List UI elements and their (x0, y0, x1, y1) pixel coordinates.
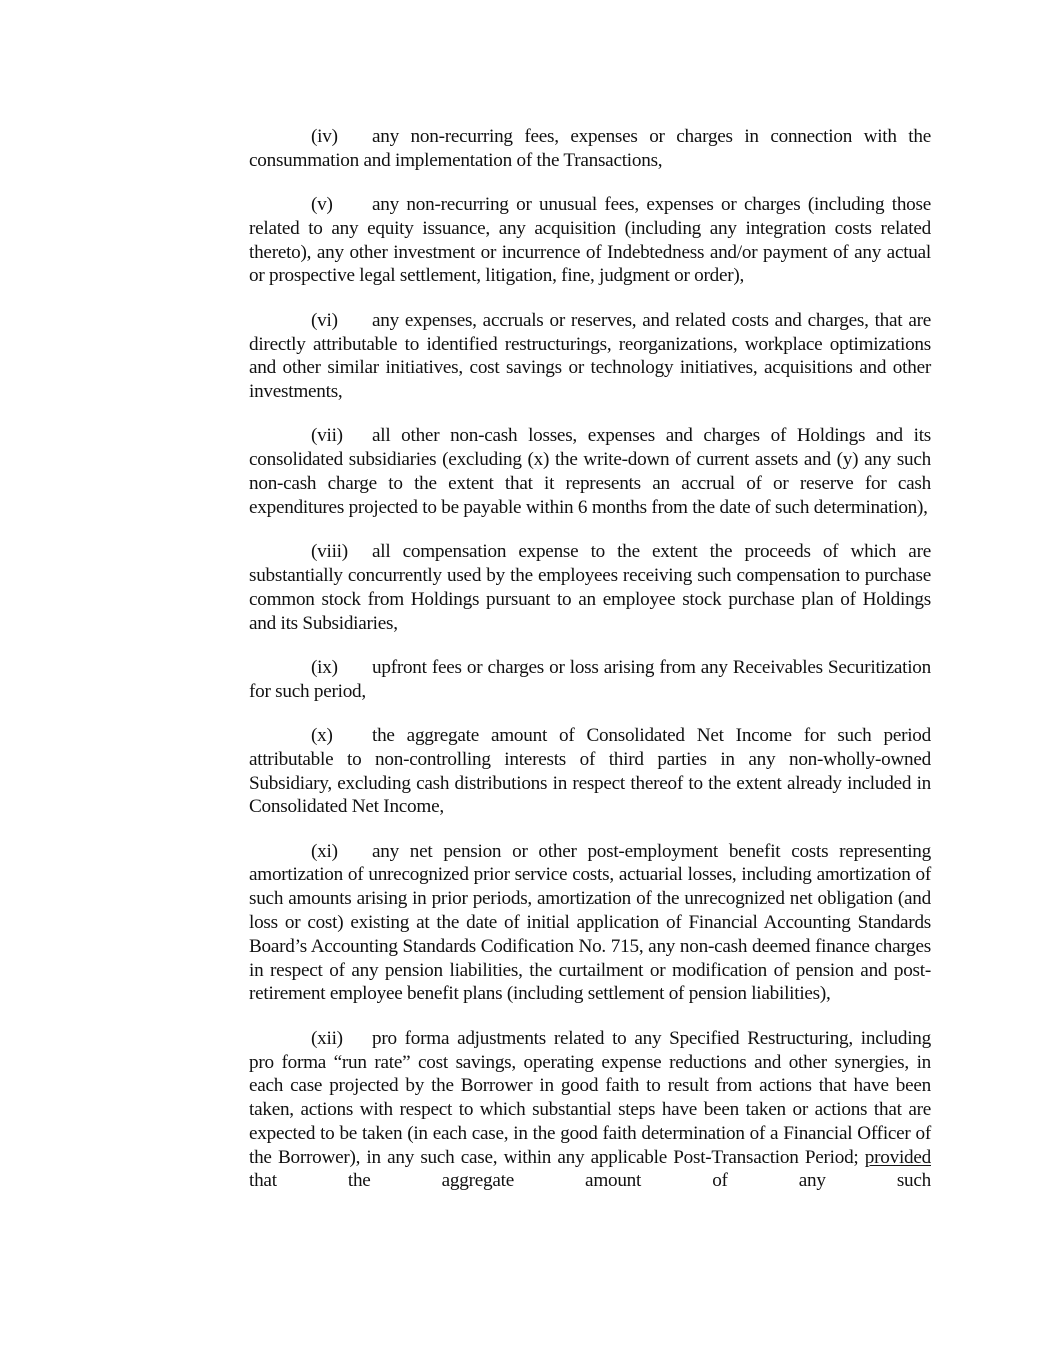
clause-v (249, 193, 931, 288)
clause-text: the aggregate amount of Consolidated Net Income for such period attributable to non-controlling interests of third parties in any non-wholly-owned Subsidiary, excluding cash distributions in respect thereof to the extent already included in Consolidated Net Income, (249, 724, 931, 818)
document-page (249, 125, 931, 1214)
clause-text: any non-recurring or unusual fees, expenses or charges (including those related to any equity issuance, any acquisition (including any integration costs related thereto), any other investment or incurrence of Indebtedness and/or payment of any actual or prospective legal settlement, litigation, fine, judgment or order), (249, 194, 931, 287)
clause-iv (249, 125, 931, 173)
provided-underlined-term: provided (864, 1146, 931, 1168)
clause-text: any expenses, accruals or reserves, and related costs and charges, that are directly attributable to identified restructurings, reorganizations, workplace optimizations and other similar initiatives, cost savings or technology initiatives, acquisitions and other investments, (249, 309, 931, 403)
clause-ix (249, 656, 931, 704)
clause-label: (x) (311, 724, 333, 746)
clause-text-continued: that the aggregate amount of any such (249, 1170, 931, 1192)
clause-x (249, 724, 931, 819)
clause-text: upfront fees or charges or loss arising from any Receivables Securitization for such period, (249, 656, 931, 702)
clause-label: (vi) (311, 309, 338, 331)
clause-text: any non-recurring fees, expenses or charges in connection with the consummation and implementation of the Transactions, (249, 126, 931, 171)
clause-label: (iv) (311, 126, 338, 147)
clause-text: pro forma adjustments related to any Specified Restructuring, including pro forma “run rate” cost savings, operating expense reductions and other synergies, in each case projected by the Borrower in good faith to result from actions that have been taken, actions with respect to which substantial steps have been taken or actions that are expected to be taken (in each case, in the good faith determination of a Financial Officer of the Borrower), in any such case, within any applicable Post-Transaction Period; (249, 1027, 931, 1168)
clause-xi (249, 840, 931, 1007)
clause-label: (v) (311, 194, 333, 216)
clause-text: all other non-cash losses, expenses and charges of Holdings and its consolidated subsidiaries (excluding (x) the write-down of current assets and (y) any such non-cash charge to the extent that it represents an accrual of or reserve for cash expenditures projected to be payable within 6 months from the date of such determination), (249, 425, 931, 518)
clause-viii (249, 540, 931, 635)
clause-label: (xii) (311, 1027, 343, 1049)
clause-vi (249, 309, 931, 404)
clause-xii (249, 1027, 931, 1194)
clause-text: any net pension or other post-employment benefit costs representing amortization of unrecognized prior service costs, actuarial losses, including amortization of such amounts arising in prior periods, amortization of the unrecognized net obligation (and loss or cost) existing at the date of initial application of Financial Accounting Standards Board’s Accounting Standards Codification No. 715, any non-cash deemed finance charges in respect of any pension liabilities, the curtailment or modification of pension and post-retirement employee benefit plans (including settlement of pension liabilities), (249, 840, 931, 1005)
clause-label: (vii) (311, 425, 343, 447)
clause-text: all compensation expense to the extent the proceeds of which are substantially concurrently used by the employees receiving such compensation to purchase common stock from Holdings pursuant to an employee stock purchase plan of Holdings and its Subsidiaries, (249, 541, 931, 634)
clause-label: (xi) (311, 840, 338, 862)
clause-label: (ix) (311, 656, 338, 678)
clause-label: (viii) (311, 541, 348, 563)
clause-vii (249, 424, 931, 519)
